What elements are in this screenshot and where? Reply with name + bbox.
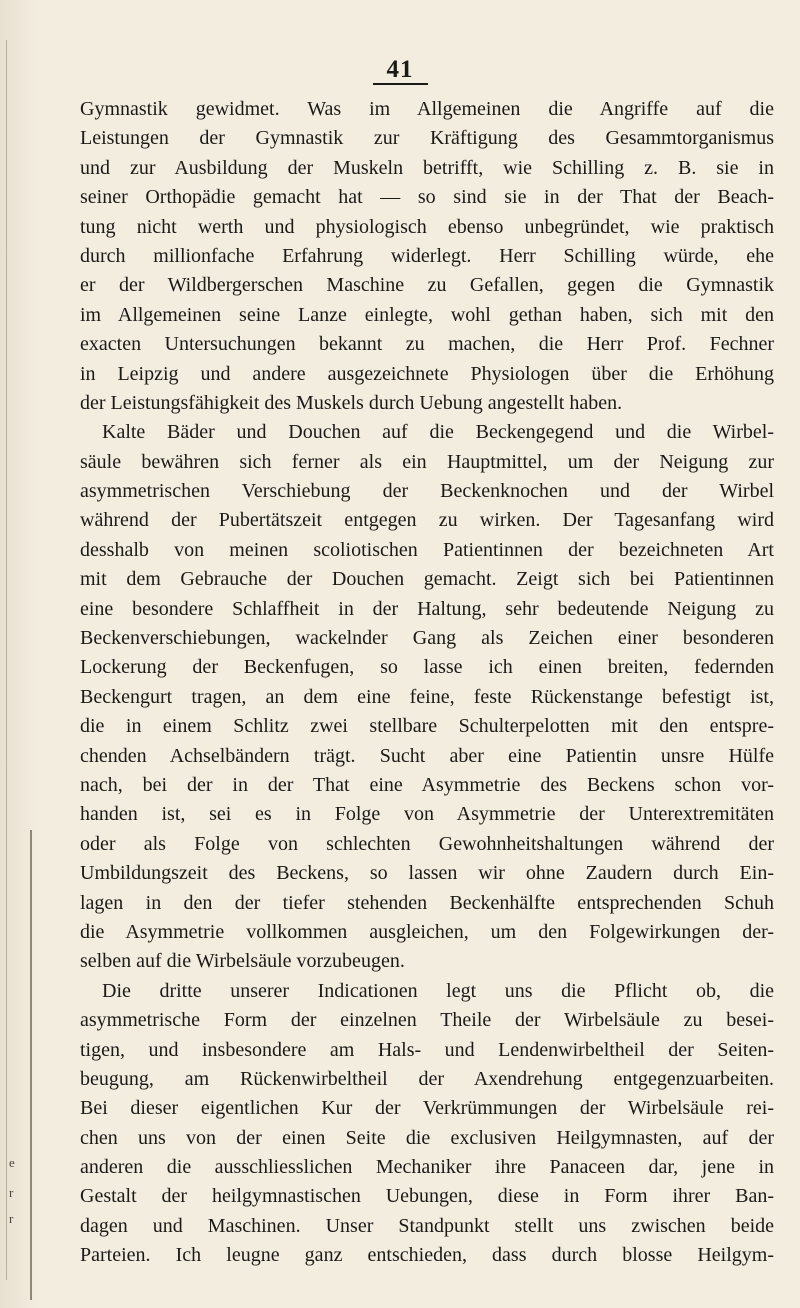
text-line: lagen in den der tiefer stehenden Beckenhälfte entsprechenden Schuh <box>80 891 774 914</box>
page-gutter <box>0 0 40 1308</box>
text-line: tung nicht werth und physiologisch ebenso unbegründet, wie praktisch <box>80 215 774 238</box>
text-line: Umbildungszeit des Beckens, so lassen wir ohne Zaudern durch Ein- <box>80 862 774 885</box>
text-line: die Asymmetrie vollkommen ausgleichen, um den Folgewirkungen der- <box>80 920 774 943</box>
text-line: beugung, am Rückenwirbeltheil der Axendrehung entgegenzuarbeiten. <box>80 1067 774 1090</box>
text-line: Gymnastik gewidmet. Was im Allgemeinen die Angriffe auf die <box>80 98 774 120</box>
text-line: mit dem Gebrauche der Douchen gemacht. Zeigt sich bei Patientinnen <box>80 568 774 591</box>
text-line: Beckengurt tragen, an dem eine feine, feste Rückenstange befestigt ist, <box>80 685 774 708</box>
text-line: eine besondere Schlaffheit in der Haltung, sehr bedeutende Neigung zu <box>80 597 774 620</box>
text-line: und zur Ausbildung der Muskeln betrifft, wie Schilling z. B. sie in <box>80 156 774 179</box>
text-line: die in einem Schlitz zwei stellbare Schulterpelotten mit den entspre- <box>80 715 774 738</box>
page-number-value: 41 <box>373 58 428 85</box>
text-line: Bei dieser eigentlichen Kur der Verkrümmungen der Wirbelsäule rei- <box>80 1097 774 1120</box>
body-text <box>80 95 774 1271</box>
page-number <box>0 56 800 85</box>
text-line: er der Wildbergerschen Maschine zu Gefallen, gegen die Gymnastik <box>80 274 774 297</box>
text-line: im Allgemeinen seine Lanze einlegte, wohl gethan haben, sich mit den <box>80 303 774 326</box>
text-line: nach, bei der in der That eine Asymmetrie des Beckens schon vor- <box>80 773 774 796</box>
gutter-binding-shadow <box>30 830 32 1300</box>
text-line: exacten Untersuchungen bekannt zu machen, die Herr Prof. Fechner <box>80 333 774 356</box>
text-line: Gestalt der heilgymnastischen Uebungen, diese in Form ihrer Ban- <box>80 1185 774 1208</box>
text-line: chenden Achselbändern trägt. Sucht aber eine Patientin unsre Hülfe <box>80 744 774 767</box>
text-line: tigen, und insbesondere am Hals- und Lendenwirbeltheil der Seiten- <box>80 1038 774 1061</box>
text-line: desshalb von meinen scoliotischen Patientinnen der bezeichneten Art <box>80 538 774 561</box>
margin-mark: r <box>9 1211 14 1226</box>
text-line: selben auf die Wirbelsäule vorzubeugen. <box>80 950 405 973</box>
text-line: während der Pubertätszeit entgegen zu wirken. Der Tagesanfang wird <box>80 509 774 532</box>
text-line: asymmetrischen Verschiebung der Beckenknochen und der Wirbel <box>80 480 774 503</box>
text-line: chen uns von der einen Seite die exclusiven Heilgymnasten, auf der <box>80 1126 774 1149</box>
text-line: Die dritte unserer Indicationen legt uns die Pflicht ob, die <box>102 979 774 1002</box>
text-line: Kalte Bäder und Douchen auf die Beckengegend und die Wirbel- <box>102 421 774 444</box>
text-line: der Leistungsfähigkeit des Muskels durch Uebung angestellt haben. <box>80 391 623 414</box>
text-line: in Leipzig und andere ausgezeichnete Physiologen über die Erhöhung <box>80 362 774 385</box>
text-line: oder als Folge von schlechten Gewohnheitshaltungen während der <box>80 832 774 855</box>
text-line: Parteien. Ich leugne ganz entschieden, dass durch blosse Heilgym- <box>80 1244 774 1267</box>
gutter-binding-edge <box>6 40 7 1280</box>
text-line: durch millionfache Erfahrung widerlegt. Herr Schilling würde, ehe <box>80 244 774 267</box>
text-line: seiner Orthopädie gemacht hat — so sind sie in der That der Beach- <box>80 186 774 209</box>
text-line: handen ist, sei es in Folge von Asymmetrie der Unterextremitäten <box>80 803 774 826</box>
text-line: Leistungen der Gymnastik zur Kräftigung des Gesammtorganismus <box>80 127 774 150</box>
text-line: Lockerung der Beckenfugen, so lasse ich einen breiten, federnden <box>80 656 774 679</box>
margin-mark: e <box>9 1155 15 1170</box>
margin-mark: r <box>9 1185 14 1200</box>
text-line: asymmetrische Form der einzelnen Theile der Wirbelsäule zu besei- <box>80 1009 774 1032</box>
text-line: säule bewähren sich ferner als ein Hauptmittel, um der Neigung zur <box>80 450 774 473</box>
text-line: dagen und Maschinen. Unser Standpunkt stellt uns zwischen beide <box>80 1214 774 1237</box>
text-line: anderen die ausschliesslichen Mechaniker ihre Panaceen dar, jene in <box>80 1156 774 1179</box>
text-line: Beckenverschiebungen, wackelnder Gang als Zeichen einer besonderen <box>80 627 774 650</box>
